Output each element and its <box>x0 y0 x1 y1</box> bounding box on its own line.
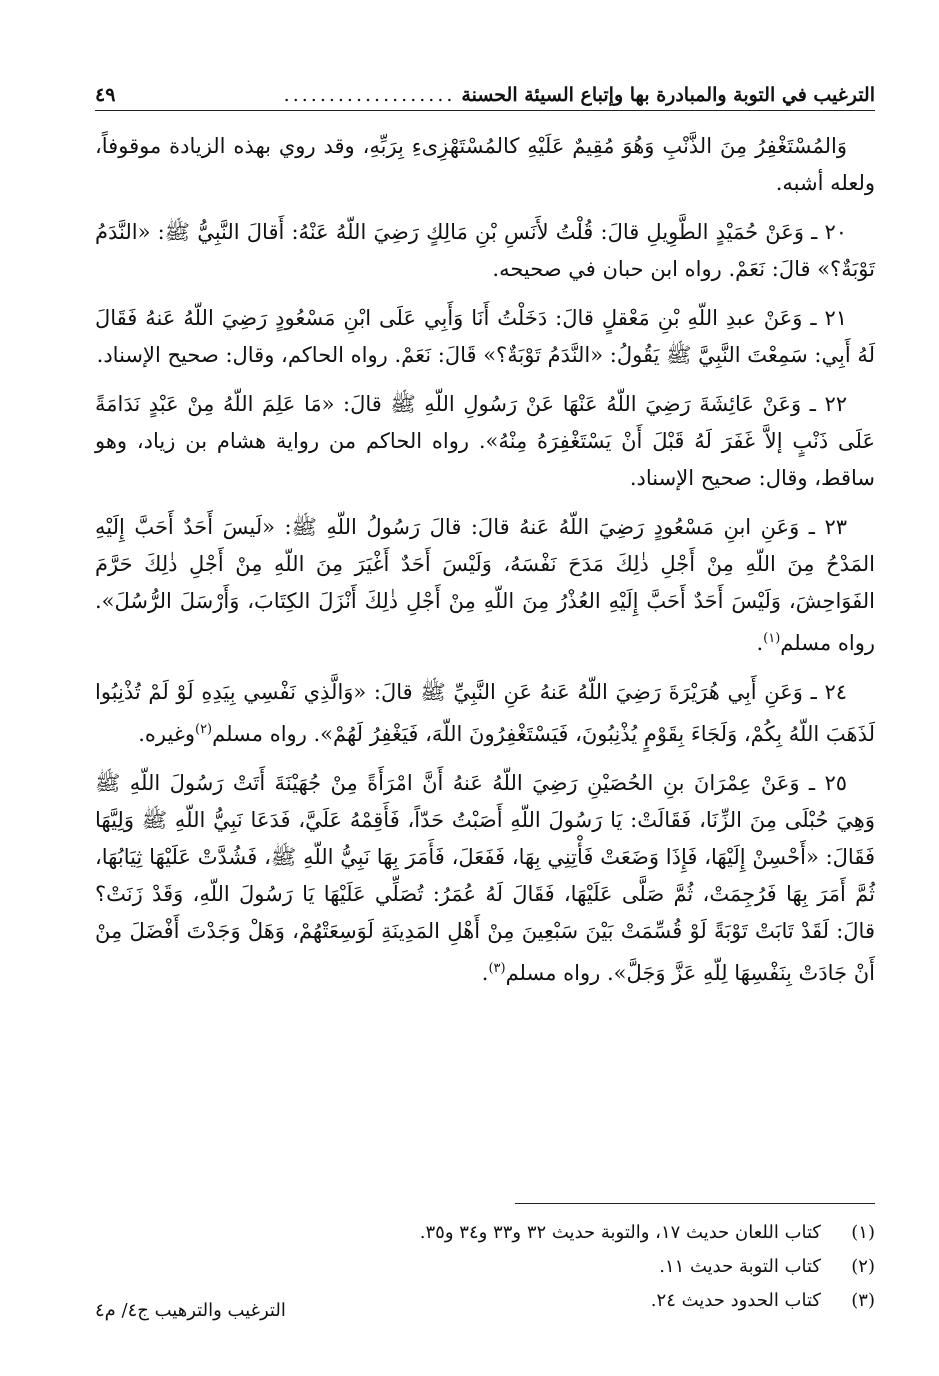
hadith-20 <box>95 214 875 288</box>
footnote-text: كتاب الحدود حديث ٢٤. <box>650 1290 821 1311</box>
footnote-divider <box>515 1203 875 1204</box>
paragraph-text: ٢٢ ـ وَعَنْ عَائِشَةَ رَضِيَ اللّهُ عَنْهَا عَنْ رَسُولِ اللّهِ ﷺ قالَ: «مَا عَلِمَ اللّهُ مِنْ عَبْدٍ نَدَامَةً عَلَى ذَنْبٍ إلاَّ غَفَرَ لَهُ قَبْلَ أَنْ يَسْتَغْفِرَهُ مِنْهُ». رواه الحاكم من رواية هشام بن زياد، وهو ساقط، وقال: صحيح الإسناد. <box>95 392 875 490</box>
footnote-marker: (٢) <box>194 722 213 737</box>
hadith-22 <box>95 386 875 497</box>
header-title: الترغيب في التوبة والمبادرة بها وإتباع السيئة الحسنة <box>461 84 875 106</box>
footnote-text: كتاب اللعان حديث ١٧، والتوبة حديث ٣٢ و٣٣ و٣٤ و٣٥. <box>419 1222 821 1243</box>
main-text <box>95 128 875 1004</box>
hadith-21 <box>95 300 875 374</box>
paragraph-text: ٢٥ ـ وَعَنْ عِمْرَانَ بنِ الحُصَيْنِ رَضِيَ اللّهُ عَنهُ أَنَّ امْرَأَةً مِنْ جُهَيْنَةَ أَتَتْ رَسُولَ اللّهِ ﷺ وَهِيَ حُبْلَى مِنَ الزِّنَا، فَقَالَتْ: يَا رَسُولَ اللّهِ أَصَبْتُ حَدّاً، فَأَقِمْهُ عَلَيَّ، فَدَعَا نَبِيُّ اللّهِ ﷺ وَلِيَّهَا فَقَالَ: «أَحْسِنْ إِلَيْهَا، فَإِذَا وَضَعَتْ فَأْتِنِي بِهَا، فَفَعَلَ، فَأَمَرَ بِهَا نَبِيُّ اللّهِ ﷺ، فَشُدَّتْ عَلَيْهَا ثِيَابُهَا، ثُمَّ أَمَرَ بِهَا فَرُجِمَتْ، ثُمَّ صَلَّى عَلَيْهَا، فَقَالَ لَهُ عُمَرُ: تُصَلِّي عَلَيْهَا يَا رَسُولَ اللّهِ، وَقَدْ زَنَتْ؟ قالَ: لَقَدْ تَابَتْ تَوْبَةً لَوْ قُسِّمَتْ بَيْنَ سَبْعِينَ مِنْ أَهْلِ المَدِينَةِ لَوَسِعَتْهُمْ، وَهَلْ وَجَدْتَ أَفْضَلَ مِنْ أَنْ جَادَتْ بِنَفْسِهَا لِلّهِ عَزَّ وَجَلَّ». رواه مسلم <box>95 771 875 985</box>
paragraph-text: وَالمُسْتَغْفِرُ مِنَ الذَّنْبِ وَهُوَ مُقِيمٌ عَلَيْهِ كالمُسْتَهْزِىءِ بِرَبِّهِ، وقد روي بهذه الزيادة موقوفاً، ولعله أشبه. <box>95 134 875 195</box>
paragraph-text: ٢٠ ـ وَعَنْ حُمَيْدٍ الطَّوِيلِ قالَ: قُلْتُ لأَنَسِ بْنِ مَالِكٍ رَضِيَ اللّهُ عَنْهُ: أَقالَ النَّبِيُّ ﷺ: «النَّدَمُ تَوْبَةٌ؟» قالَ: نَعَمْ. رواه ابن حبان في صحيحه. <box>95 220 875 281</box>
running-header <box>95 70 875 111</box>
header-dots: ................... <box>283 84 456 106</box>
page-number: ٤٩ <box>95 84 116 106</box>
paragraph-continuation <box>95 128 875 202</box>
printer-signature: الترغيب والترهيب ج٤/ م٤ <box>95 1300 286 1321</box>
footnote-text: كتاب التوبة حديث ١١. <box>659 1256 821 1277</box>
paragraph-text: ٢١ ـ وَعَنْ عبدِ اللّهِ بْنِ مَعْقلٍ قالَ: دَخَلْتُ أَنَا وَأَبِي عَلَى ابْنِ مَسْعُودٍ رَضِيَ اللّهُ عَنهُ فَقَالَ لَهُ أَبِي: سَمِعْتَ النَّبِيَّ ﷺ يَقُولُ: «النَّدَمُ تَوْبَةٌ؟» قَالَ: نَعَمْ. رواه الحاكم، وقال: صحيح الإسناد. <box>95 306 875 367</box>
book-page <box>95 70 875 1330</box>
paragraph-tail: . <box>756 631 764 655</box>
paragraph-text: ٢٣ ـ وَعَنِ ابنِ مَسْعُودٍ رَضِيَ اللّهُ عَنهُ قالَ: قالَ رَسُولُ اللّهِ ﷺ: «لَيسَ أَحَدٌ أَحَبَّ إِلَيْهِ المَدْحُ مِنَ اللّهِ مِنْ أَجْلِ ذٰلِكَ مَدَحَ نَفْسَهُ، وَلَيْسَ أَحَدٌ أَغْيَرَ مِنَ اللّهِ مِنْ أَجْلِ ذٰلِكَ حَرَّمَ الفَوَاحِشَ، وَلَيْسَ أَحَدٌ أَحَبَّ إِلَيْهِ العُذْرُ مِنَ اللّهِ مِنْ أَجْلِ ذٰلِكَ أَنْزَلَ الكِتَابَ، وَأَرْسَلَ الرُّسُلَ». رواه مسلم <box>95 515 875 655</box>
footnote-number: (٣) <box>851 1290 875 1311</box>
paragraph-text: ٢٤ ـ وَعَنِ أَبِي هُرَيْرَةَ رَضِيَ اللّهُ عَنهُ عَنِ النَّبِيِّ ﷺ قالَ: «وَالَّذِي نَفْسِي بِيَدِهِ لَوْ لَمْ تُذْنِبُوا لَذَهَبَ اللّهُ بِكُمْ، وَلَجَاءَ بِقَوْمٍ يُذْنِبُونَ، فَيَسْتَغْفِرُونَ اللّهَ، فَيَغْفِرُ لَهُمْ». رواه مسلم <box>95 680 875 746</box>
paragraph-tail: وغيره. <box>138 722 195 746</box>
hadith-25 <box>95 765 875 992</box>
paragraph-tail: . <box>481 961 489 985</box>
footnote-marker: (٣) <box>488 961 506 976</box>
hadith-23 <box>95 509 875 662</box>
footnote-number: (٢) <box>851 1256 875 1277</box>
footnote-item <box>95 1250 875 1284</box>
footnote-marker: (١) <box>763 631 781 646</box>
footnote-item <box>95 1216 875 1250</box>
hadith-24 <box>95 674 875 753</box>
footnote-number: (١) <box>851 1222 875 1243</box>
